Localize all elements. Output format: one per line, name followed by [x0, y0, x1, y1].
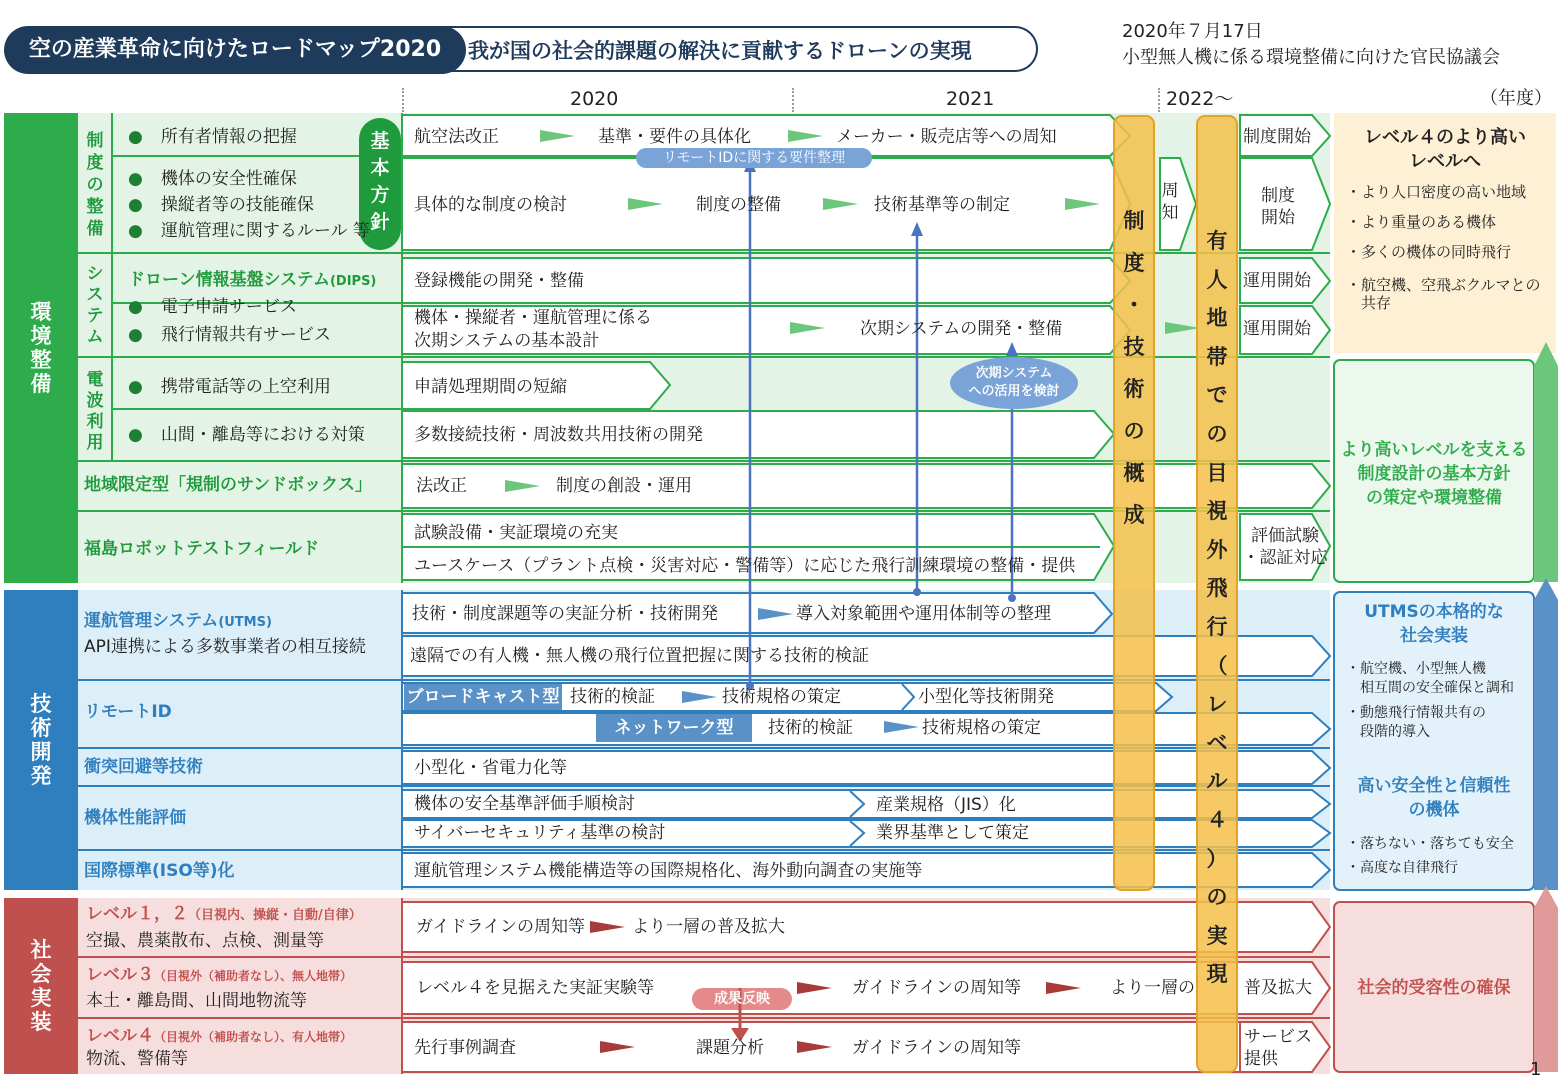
tech-goal-utms: UTMSの本格的な 社会実装	[1364, 602, 1504, 646]
sandbox-step: 制度の創設・運用	[556, 476, 692, 496]
system-step: 次期システムの開発・整備	[860, 319, 1063, 339]
utms-step: 遠隔での有人機・無人機の飛行位置把握に関する技術的検証	[410, 646, 869, 666]
seido-category: 制 度 の 整 備	[86, 131, 104, 239]
utms-step: 技術・制度課題等の実証分析・技術開発	[412, 604, 718, 624]
social-goal: 社会的受容性の確保	[1357, 978, 1511, 998]
fukushima-label: 福島ロボットテストフィールド	[84, 539, 320, 559]
title-banner: 空の産業革命に向けたロードマップ2020	[4, 26, 466, 74]
section-tech-label: 技 術 開 発	[30, 692, 52, 788]
broadcast-tag: ブロードキャスト型	[406, 687, 560, 707]
page-number: 1	[1530, 1059, 1542, 1080]
airframe-step: サイバーセキュリティ基準の検討	[414, 823, 666, 843]
radio-item: ● 携帯電話等の上空利用	[128, 377, 331, 397]
next-system-bubble: 次期システム への活用を検討	[968, 366, 1060, 399]
year-unit: （年度）	[1480, 88, 1552, 109]
collision-step: 小型化・省電力化等	[414, 758, 567, 778]
bullet-icon: ●	[128, 221, 143, 241]
system-item: ● 飛行情報共有サービス	[128, 325, 331, 345]
system-step: 機体・操縦者・運航管理に係る	[414, 308, 652, 328]
remoteid-step: 小型化等技術開発	[918, 687, 1054, 707]
utms-step: 導入対象範囲や運用体制等の整理	[796, 604, 1051, 624]
pillar-seido-gijutsu: 制 度 ・ 技 術 の 概 成	[1123, 209, 1145, 527]
env-goal: より高いレベルを支える 制度設計の基本方針 の策定や環境整備	[1340, 440, 1528, 508]
seido-step: 基準・要件の具体化	[598, 127, 751, 147]
bullet-icon: ●	[128, 195, 143, 215]
level4-step: 課題分析	[696, 1038, 764, 1058]
seido-step: 制度の整備	[696, 195, 781, 215]
level12-title: レベル１，２（目視内、操縦・自動/自律）	[86, 904, 362, 924]
goal-item: ・より人口密度の高い地域	[1346, 183, 1527, 201]
year-2021: 2021	[946, 88, 995, 110]
date-text: 2020年７月17日	[1122, 21, 1263, 42]
tech-goal-item: ・落ちない・落ちても安全	[1346, 836, 1514, 852]
result-reflect-tag: 成果反映	[714, 991, 770, 1007]
goal-item: ・より重量のある機体	[1346, 213, 1497, 231]
level12-step: ガイドラインの周知等	[416, 917, 585, 937]
level12-step: より一層の普及拡大	[632, 917, 785, 937]
level3-step: レベル４を見据えた実証実験等	[416, 978, 654, 998]
system-step: 次期システムの基本設計	[414, 331, 600, 351]
section-social-label: 社 会 実 装	[30, 938, 52, 1034]
airframe-step: 産業規格（JIS）化	[876, 795, 1016, 815]
level3-step: 普及拡大	[1244, 978, 1312, 998]
start-label: 制度 開始	[1261, 186, 1295, 228]
level4-title: レベル４（目視外（補助者なし）、有人地帯）	[86, 1026, 353, 1046]
remote-id-tag: リモートIDに関する要件整理	[662, 150, 846, 166]
council-text: 小型無人機に係る環境整備に向けた官民協議会	[1122, 47, 1500, 68]
sandbox-step: 法改正	[416, 476, 467, 496]
tech-goal-item: ・動態飛行情報共有の 段階的導入	[1346, 705, 1486, 740]
utms-desc: API連携による多数事業者の相互接続	[84, 637, 366, 657]
system-category: シ ス テ ム	[86, 264, 104, 347]
level4-desc: 物流、警備等	[86, 1049, 188, 1069]
start-label: 制度開始	[1243, 127, 1311, 147]
bullet-icon: ●	[128, 425, 143, 445]
remoteid-step: 技術的検証	[570, 687, 655, 707]
system-step: 登録機能の開発・整備	[414, 271, 584, 291]
start-label: 運用開始	[1243, 319, 1311, 339]
remoteid-step: 技術規格の策定	[722, 687, 841, 707]
sandbox-label: 地域限定型「規制のサンドボックス」	[84, 475, 372, 495]
bullet-icon: ●	[128, 377, 143, 397]
radio-step: 多数接続技術・周波数共用技術の開発	[414, 425, 703, 445]
fukushima-end: 評価試験 ・認証対応	[1242, 526, 1328, 568]
level4-end: サービス 提供	[1244, 1027, 1312, 1069]
level4-step: ガイドラインの周知等	[852, 1038, 1021, 1058]
dips-title: ドローン情報基盤システム(DIPS)	[128, 270, 377, 290]
airframe-step: 機体の安全基準評価手順検討	[414, 794, 635, 814]
fukushima-step: 試験設備・実証環境の充実	[414, 523, 618, 543]
seido-step: 技術基準等の制定	[874, 195, 1010, 215]
level3-title: レベル３（目視外（補助者なし）、無人地帯）	[86, 965, 353, 985]
remoteid-label: リモートID	[84, 702, 172, 722]
seido-item: ● 所有者情報の把握	[128, 127, 297, 147]
bullet-icon: ●	[128, 127, 143, 147]
network-tag: ネットワーク型	[614, 718, 734, 738]
level4-step: 先行事例調査	[414, 1038, 516, 1058]
radio-category: 電 波 利 用	[86, 370, 104, 453]
goal-item: ・多くの機体の同時飛行	[1346, 243, 1512, 261]
fukushima-step: ユースケース（プラント点検・災害対応・警備等）に応じた飛行訓練環境の整備・提供	[414, 556, 1076, 576]
seido-step: 航空法改正	[414, 127, 499, 147]
goal-title: レベル４のより高い レベルへ	[1364, 127, 1526, 172]
radio-step: 申請処理期間の短縮	[414, 377, 567, 397]
collision-label: 衝突回避等技術	[84, 757, 203, 777]
year-2020: 2020	[570, 88, 619, 110]
tech-goal-item: ・高度な自律飛行	[1346, 860, 1458, 876]
tech-goal-item: ・航空機、小型無人機 相互間の安全確保と調和	[1346, 661, 1514, 696]
level3-desc: 本土・離島間、山間地物流等	[86, 991, 307, 1011]
remoteid-step: 技術規格の策定	[922, 718, 1041, 738]
seido-item: ● 機体の安全性確保	[128, 169, 297, 189]
utms-label: 運航管理システム(UTMS)	[84, 611, 272, 631]
level3-step: より一層の	[1110, 978, 1195, 998]
bullet-icon: ●	[128, 169, 143, 189]
level3-step: ガイドラインの周知等	[852, 978, 1021, 998]
level12-desc: 空撮、農薬散布、点検、測量等	[86, 931, 324, 951]
section-env-label: 環 境 整 備	[30, 300, 52, 396]
shuchi-label: 周 知	[1161, 181, 1179, 223]
bullet-icon: ●	[128, 297, 143, 317]
subtitle-banner: 我が国の社会的課題の解決に貢献するドローンの実現	[440, 26, 1038, 72]
pillar-level4: 有 人 地 帯 で の 目 視 外 飛 行 （ レ ベ ル ４ ） の 実 現	[1206, 229, 1228, 987]
iso-label: 国際標準(ISO等)化	[84, 861, 235, 881]
goal-item: ・航空機、空飛ぶクルマとの 共存	[1346, 276, 1541, 312]
seido-step: メーカー・販売店等への周知	[836, 127, 1057, 147]
tech-goal-airframe: 高い安全性と信頼性 の機体	[1357, 776, 1511, 820]
airframe-step: 業界基準として策定	[876, 823, 1029, 843]
year-2022: 2022～	[1166, 88, 1234, 110]
iso-step: 運航管理システム機能構造等の国際規格化、海外動向調査の実施等	[414, 861, 923, 881]
kihon-houshin-badge: 基 本 方 針	[370, 130, 390, 233]
airframe-label: 機体性能評価	[84, 808, 186, 828]
remoteid-step: 技術的検証	[768, 718, 853, 738]
radio-item: ● 山間・離島等における対策	[128, 425, 365, 445]
seido-step: 具体的な制度の検討	[414, 195, 567, 215]
seido-item: ● 操縦者等の技能確保	[128, 195, 314, 215]
seido-item: ● 運航管理に関するルール 等	[128, 221, 370, 241]
start-label: 運用開始	[1243, 271, 1311, 291]
system-item: ● 電子申請サービス	[128, 297, 297, 317]
bullet-icon: ●	[128, 325, 143, 345]
